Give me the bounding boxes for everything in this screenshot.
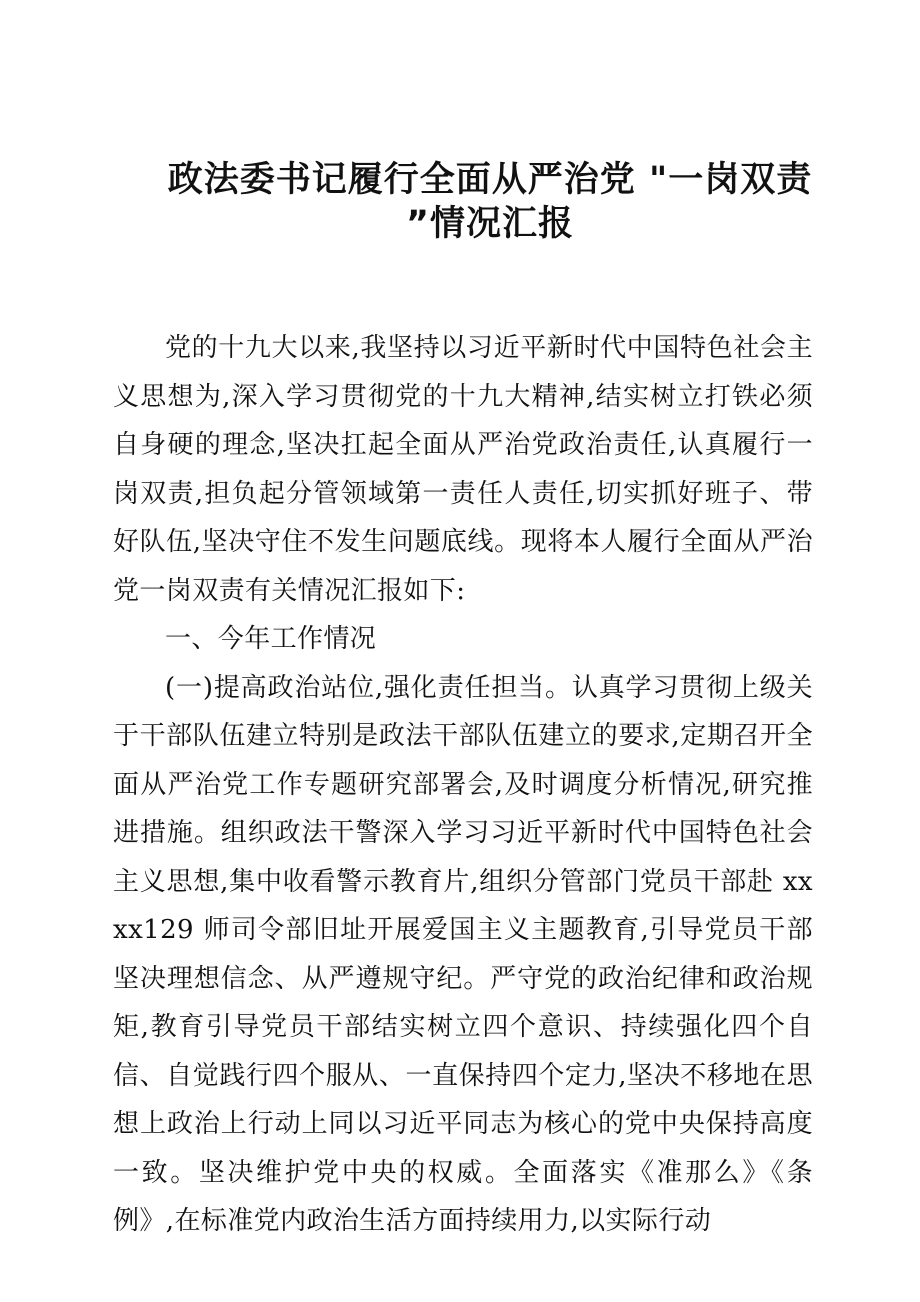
- section-heading: 一、今年工作情况: [165, 624, 377, 654]
- document-title: [150, 158, 830, 246]
- intro-paragraph: 党的十九大以来,我坚持以习近平新时代中国特色社会主义思想为,深入学习贯彻党的十九大精神,结实树立打铁必须自身硬的理念,坚决扛起全面从严治党政治责任,认真履行一岗双责,担负起分管领域第一责任人责任,切实抓好班子、带好队伍,坚决守住不发生问题底线。现将本人履行全面从严治党一岗双责有关情况汇报如下:: [113, 333, 813, 606]
- document-body: [113, 324, 813, 1246]
- title-line-1: 政法委书记履行全面从严治党 "一岗双责: [167, 160, 813, 200]
- title-line-2: ”情况汇报: [405, 204, 574, 244]
- section-paragraph: (一)提高政治站位,强化责任担当。认真学习贯彻上级关于干部队伍建立特别是政法干部队伍建立的要求,定期召开全面从严治党工作专题研究部署会,及时调度分析情况,研究推进措施。组织政法干警深入学习习近平新时代中国特色社会主义思想,集中收看警示教育片,组织分管部门党员干部赴 xxxx129 师司令部旧址开展爱国主义主题教育,引导党员干部坚决理想信念、从严遵规守纪。严守党的政治纪律和政治规矩,教育引导党员干部结实树立四个意识、持续强化四个自信、自觉践行四个服从、一直保持四个定力,坚决不移地在思想上政治上行动上同以习近平同志为核心的党中央保持高度一致。坚决维护党中央的权威。全面落实《准那么》《条例》,在标准党内政治生活方面持续用力,以实际行动: [113, 672, 813, 1236]
